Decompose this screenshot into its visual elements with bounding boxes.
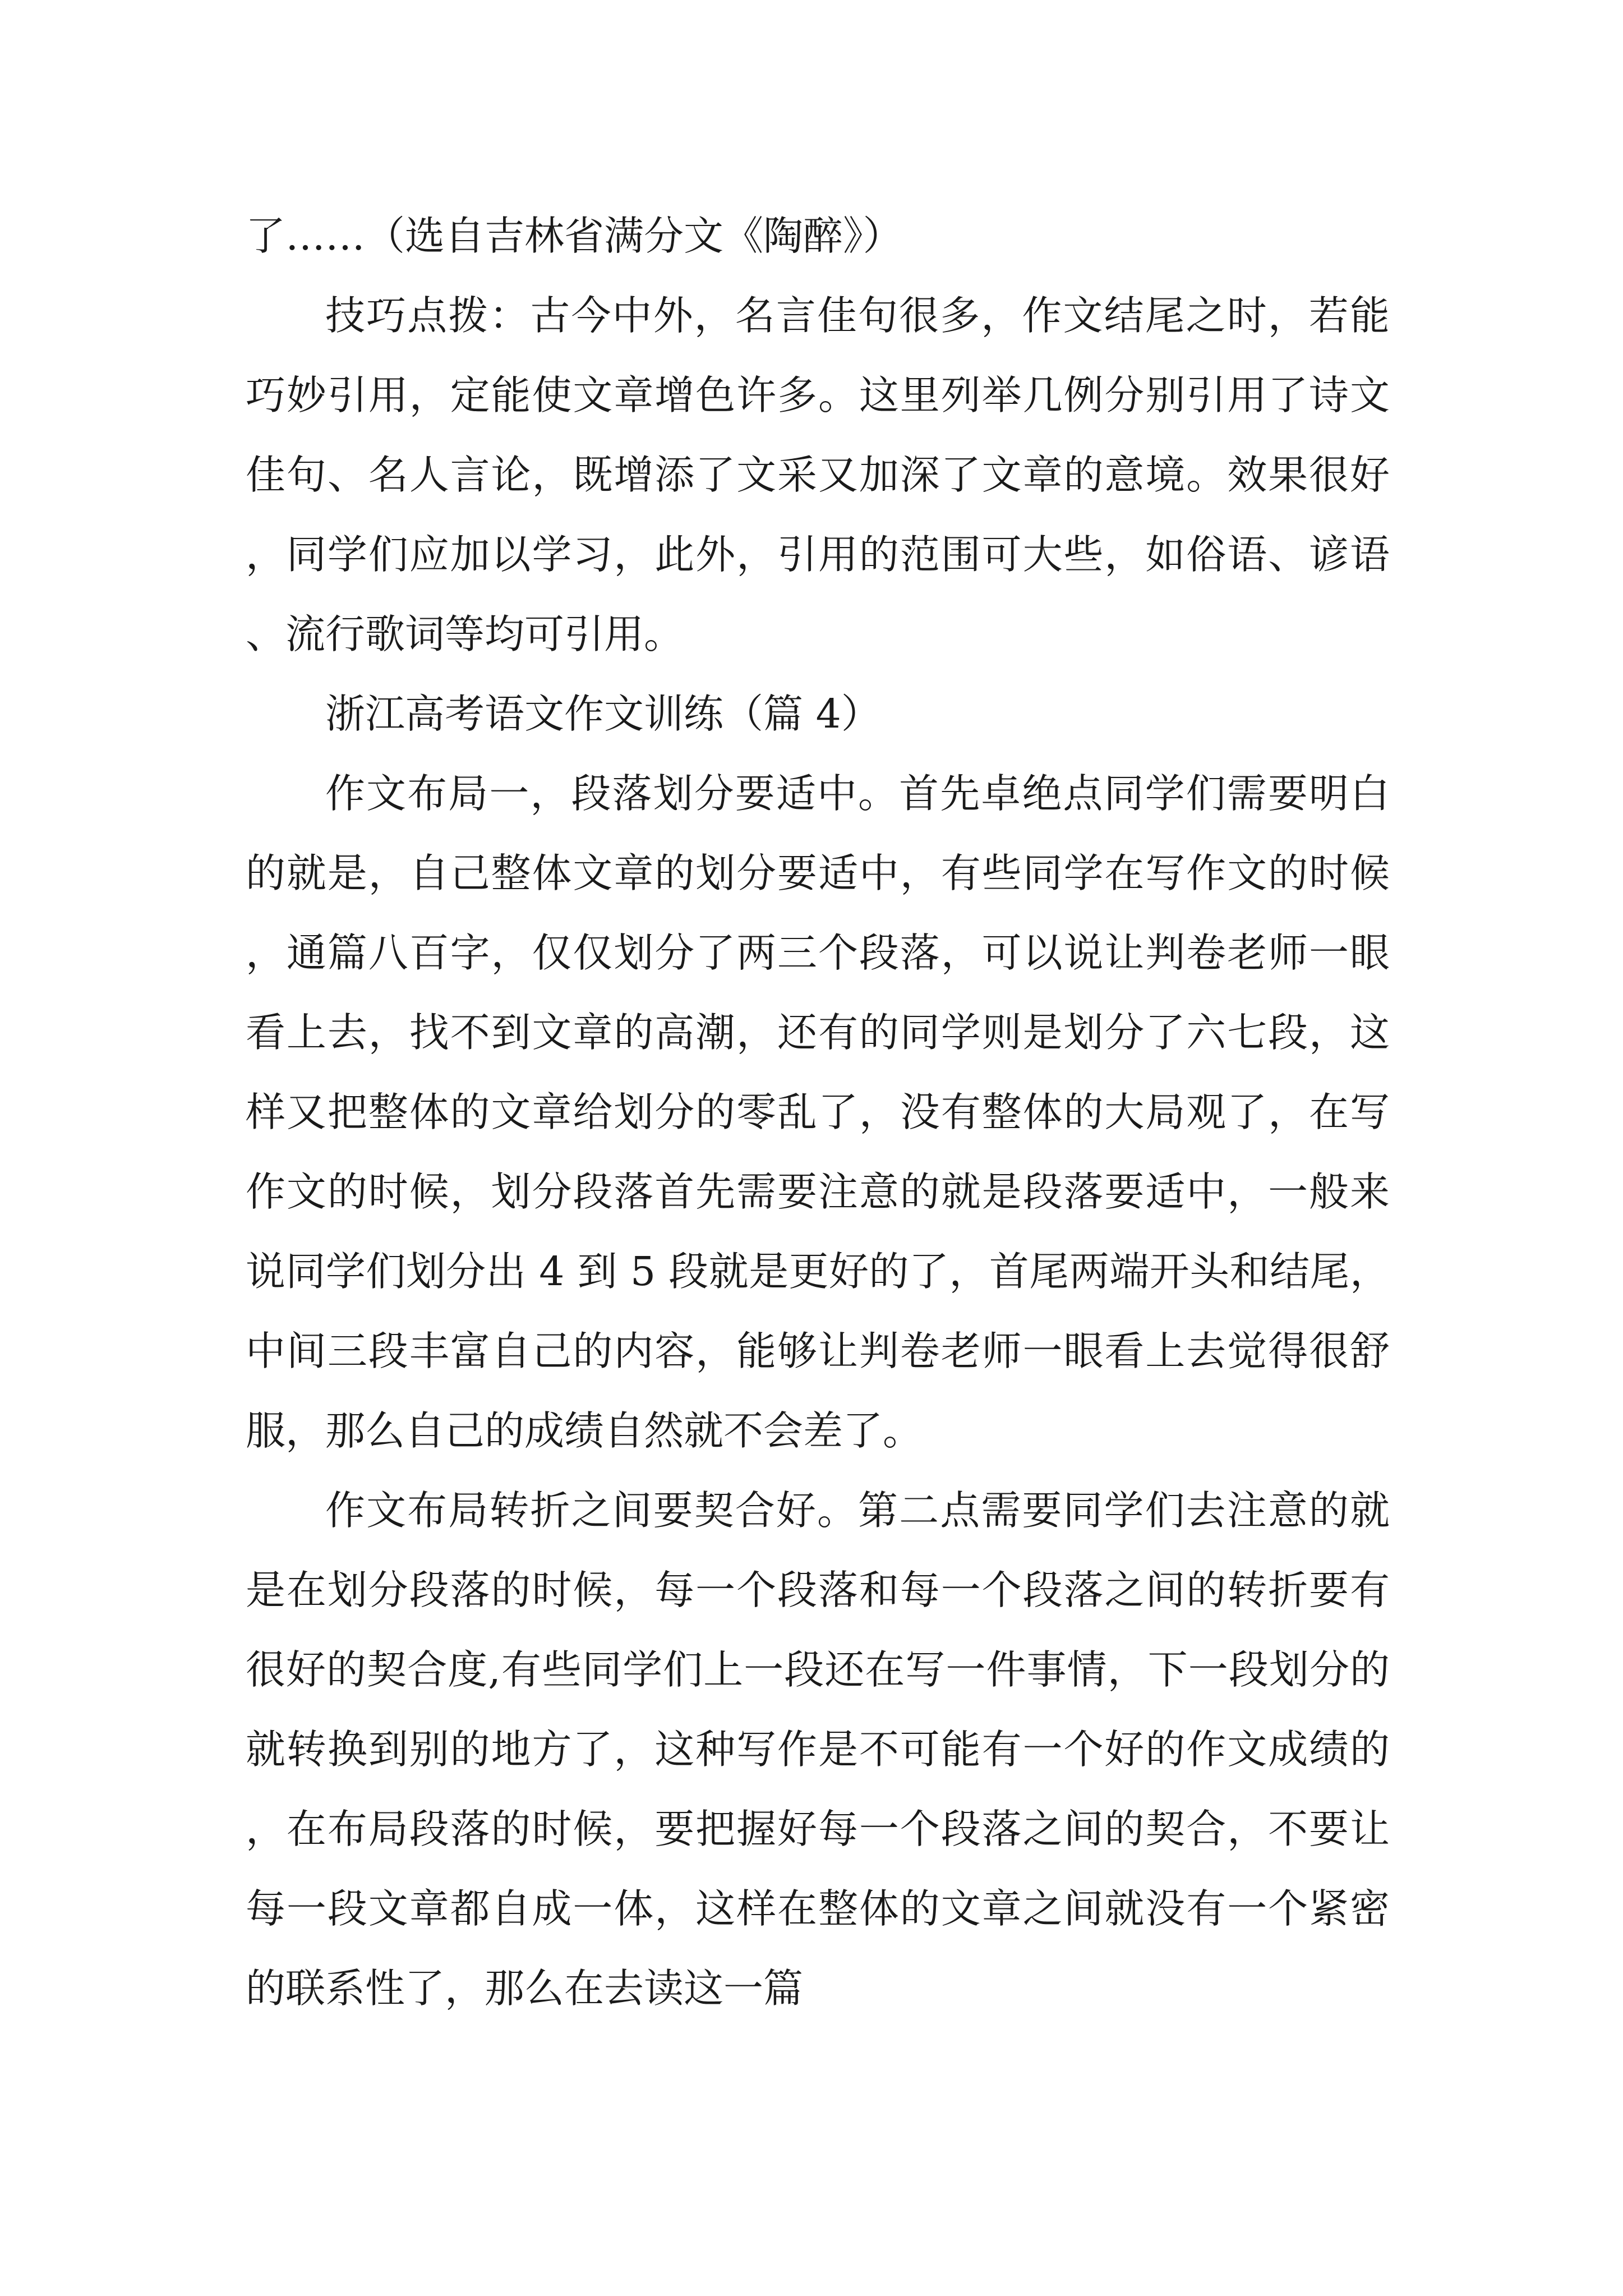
body-text xyxy=(246,196,1390,2028)
paragraph-continuation: 了……（选自吉林省满分文《陶醉》） xyxy=(246,213,903,259)
section-heading: 浙江高考语文作文训练（篇 4） xyxy=(325,691,881,737)
paragraph-layout-point-2: 作文布局转折之间要契合好。第二点需要同学们去注意的就是在划分段落的时候，每一个段落和每一个段落之间的转折要有很好的契合度,有些同学们上一段还在写一件事情，下一段划分的就转换到别的地方了，这种写作是不可能有一个好的作文成绩的，在布局段落的时候，要把握好每一个段落之间的契合，不要让每一段文章都自成一体，这样在整体的文章之间就没有一个紧密的联系性了，那么在去读这一篇 xyxy=(246,1487,1390,2012)
paragraph-layout-point-1: 作文布局一，段落划分要适中。首先卓绝点同学们需要明白的就是，自己整体文章的划分要适中，有些同学在写作文的时候，通篇八百字，仅仅划分了两三个段落，可以说让判卷老师一眼看上去，找不到文章的高潮，还有的同学则是划分了六七段，这样又把整体的文章给划分的零乱了，没有整体的大局观了，在写作文的时候，划分段落首先需要注意的就是段落要适中，一般来说同学们划分出 4 到 5 段就是更好的了，首尾两端开头和结尾，中间三段丰富自己的内容，能够让判卷老师一眼看上去觉得很舒服，那么自己的成绩自然就不会差了。 xyxy=(246,770,1390,1454)
paragraph-writing-tip: 技巧点拨：古今中外，名言佳句很多，作文结尾之时，若能巧妙引用，定能使文章增色许多。这里列举几例分别引用了诗文佳句、名人言论，既增添了文采又加深了文章的意境。效果很好，同学们应加以学习，此外，引用的范围可大些，如俗语、谚语、流行歌词等均可引用。 xyxy=(246,292,1390,657)
